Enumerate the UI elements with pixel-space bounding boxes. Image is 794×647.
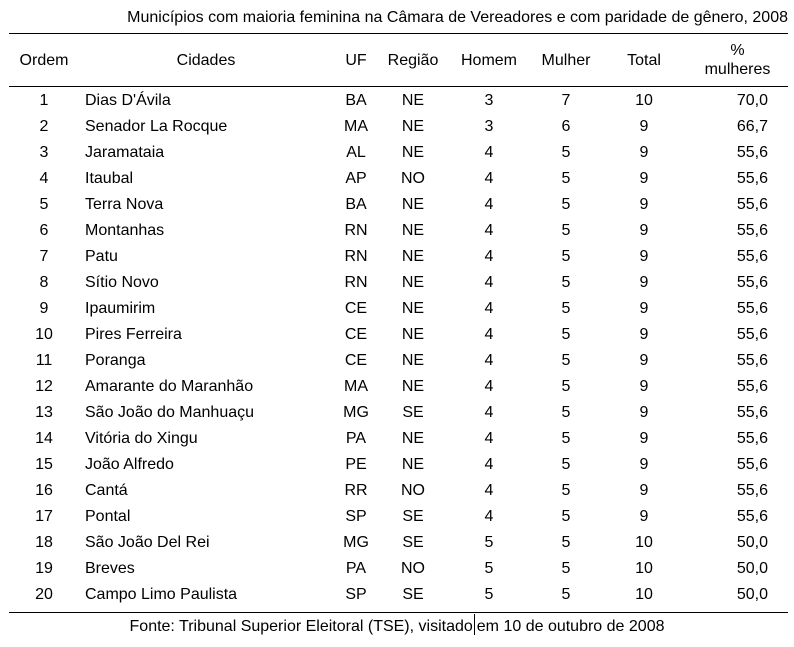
cell-uf: BA (345, 92, 367, 109)
cell-pct-mulheres: 55,6 (736, 404, 768, 421)
cell-uf: RN (344, 248, 368, 265)
cell-mulher: 7 (561, 92, 571, 109)
table-row (9, 374, 794, 400)
cell-cidade: João Alfredo (85, 456, 174, 473)
cell-total: 10 (635, 534, 653, 551)
cell-mulher: 5 (561, 534, 571, 551)
cell-total: 9 (639, 170, 649, 187)
cell-regiao: NE (401, 222, 425, 239)
cell-cidade: Itaubal (85, 170, 134, 187)
cell-pct-mulheres: 55,6 (736, 196, 768, 213)
cell-total: 9 (639, 352, 649, 369)
cell-mulher: 5 (561, 378, 571, 395)
header-uf: UF (345, 51, 367, 69)
cell-homem: 4 (484, 222, 494, 239)
cell-pct-mulheres: 55,6 (736, 300, 768, 317)
cell-mulher: 5 (561, 222, 571, 239)
cell-cidade: Terra Nova (85, 196, 164, 213)
cell-uf: CE (344, 352, 368, 369)
table-row (9, 452, 794, 478)
cell-homem: 4 (484, 326, 494, 343)
cell-regiao: SE (402, 586, 424, 603)
cell-homem: 4 (484, 404, 494, 421)
header-pct-mulheres (687, 34, 794, 86)
cell-uf: MA (344, 378, 368, 395)
table-row (9, 114, 794, 140)
cell-ordem: 14 (35, 430, 53, 447)
cell-homem: 4 (484, 248, 494, 265)
cell-pct-mulheres: 55,6 (736, 378, 768, 395)
cell-total: 9 (639, 300, 649, 317)
cell-total: 9 (639, 274, 649, 291)
cell-ordem: 11 (35, 352, 53, 369)
header-pct-label: mulheres (704, 61, 771, 78)
cell-uf: SP (345, 508, 367, 525)
cell-pct-mulheres: 70,0 (736, 92, 768, 109)
cell-pct-mulheres: 55,6 (736, 456, 768, 473)
municipalities-table (9, 34, 794, 608)
cell-total: 10 (635, 92, 653, 109)
cell-cidade: Campo Limo Paulista (85, 586, 238, 603)
cell-total: 9 (639, 118, 649, 135)
cell-mulher: 5 (561, 170, 571, 187)
cell-regiao: NE (401, 274, 425, 291)
table-row (9, 426, 794, 452)
cell-cidade: Pires Ferreira (85, 326, 182, 343)
cell-homem: 4 (484, 300, 494, 317)
table-row (9, 192, 794, 218)
header-mulher: Mulher (541, 51, 591, 69)
cell-homem: 4 (484, 378, 494, 395)
header-row (9, 34, 794, 86)
cell-pct-mulheres: 55,6 (736, 248, 768, 265)
cell-homem: 4 (484, 456, 494, 473)
cell-mulher: 5 (561, 196, 571, 213)
cell-pct-mulheres: 55,6 (736, 482, 768, 499)
cell-regiao: NO (401, 482, 425, 499)
cell-uf: CE (344, 326, 368, 343)
cell-cidade: Pontal (85, 508, 131, 525)
cell-uf: RN (344, 274, 368, 291)
cell-ordem: 1 (39, 92, 49, 109)
cell-cidade: Sítio Novo (85, 274, 159, 291)
cell-ordem: 5 (39, 196, 49, 213)
cell-uf: CE (344, 300, 368, 317)
cell-regiao: SE (402, 534, 424, 551)
cell-mulher: 5 (561, 456, 571, 473)
cell-uf: SP (345, 586, 367, 603)
cell-regiao: NE (401, 248, 425, 265)
cell-pct-mulheres: 50,0 (736, 560, 768, 577)
cell-cidade: Poranga (85, 352, 146, 369)
cell-mulher: 6 (561, 118, 571, 135)
cell-ordem: 8 (39, 274, 49, 291)
cell-mulher: 5 (561, 326, 571, 343)
table-row (9, 322, 794, 348)
cell-pct-mulheres: 55,6 (736, 326, 768, 343)
cell-cidade: São João do Manhuaçu (85, 404, 255, 421)
cell-pct-mulheres: 55,6 (736, 430, 768, 447)
cell-mulher: 5 (561, 560, 571, 577)
cell-total: 10 (635, 586, 653, 603)
cell-mulher: 5 (561, 586, 571, 603)
header-regiao: Região (387, 51, 439, 69)
cell-homem: 4 (484, 274, 494, 291)
cell-total: 9 (639, 404, 649, 421)
cell-regiao: NE (401, 456, 425, 473)
cell-cidade: São João Del Rei (85, 534, 210, 551)
cell-cidade: Jaramataia (85, 144, 165, 161)
cell-mulher: 5 (561, 144, 571, 161)
cell-total: 9 (639, 196, 649, 213)
cell-pct-mulheres: 55,6 (736, 222, 768, 239)
bottom-rule (9, 612, 788, 613)
cell-total: 9 (639, 456, 649, 473)
cell-homem: 4 (484, 144, 494, 161)
table-row (9, 582, 794, 608)
table-row (9, 218, 794, 244)
cell-ordem: 7 (39, 248, 49, 265)
cell-total: 10 (635, 560, 653, 577)
cell-homem: 4 (484, 508, 494, 525)
cell-cidade: Cantá (85, 482, 128, 499)
cell-uf: RN (344, 222, 368, 239)
source-note (0, 614, 794, 638)
cell-regiao: NO (401, 560, 425, 577)
cell-mulher: 5 (561, 248, 571, 265)
table-body (9, 86, 794, 608)
cell-ordem: 2 (39, 118, 49, 135)
cell-total: 9 (639, 326, 649, 343)
cell-uf: MA (344, 118, 368, 135)
table-row (9, 166, 794, 192)
table-row (9, 504, 794, 530)
cell-pct-mulheres: 50,0 (736, 534, 768, 551)
cell-homem: 4 (484, 482, 494, 499)
cell-homem: 5 (484, 534, 494, 551)
cell-homem: 3 (484, 92, 494, 109)
cell-cidade: Patu (85, 248, 118, 265)
cell-uf: BA (345, 196, 367, 213)
cell-homem: 3 (484, 118, 494, 135)
cell-pct-mulheres: 55,6 (736, 508, 768, 525)
cell-cidade: Amarante do Maranhão (85, 378, 254, 395)
cell-ordem: 15 (35, 456, 53, 473)
text-cursor (474, 614, 475, 635)
header-pct-symbol: % (730, 42, 745, 59)
cell-mulher: 5 (561, 352, 571, 369)
cell-homem: 4 (484, 352, 494, 369)
table-title: Municípios com maioria feminina na Câmara de Vereadores e com paridade de gênero, 2008 (127, 9, 788, 26)
cell-ordem: 19 (35, 560, 53, 577)
cell-ordem: 12 (35, 378, 53, 395)
cell-total: 9 (639, 378, 649, 395)
cell-uf: PE (345, 456, 367, 473)
header-total: Total (627, 51, 661, 69)
cell-pct-mulheres: 55,6 (736, 170, 768, 187)
cell-total: 9 (639, 222, 649, 239)
cell-homem: 4 (484, 196, 494, 213)
cell-mulher: 5 (561, 508, 571, 525)
cell-uf: PA (345, 430, 367, 447)
cell-regiao: NE (401, 196, 425, 213)
table-row (9, 478, 794, 504)
cell-total: 9 (639, 248, 649, 265)
header-homem: Homem (460, 51, 517, 69)
cell-uf: AL (346, 144, 366, 161)
cell-regiao: NE (401, 326, 425, 343)
cell-ordem: 17 (35, 508, 53, 525)
table-row (9, 296, 794, 322)
cell-cidade: Breves (85, 560, 135, 577)
cell-ordem: 4 (39, 170, 49, 187)
table-row (9, 270, 794, 296)
cell-regiao: NE (401, 430, 425, 447)
cell-uf: AP (345, 170, 367, 187)
cell-uf: MG (343, 404, 369, 421)
cell-homem: 5 (484, 586, 494, 603)
cell-regiao: SE (402, 404, 424, 421)
cell-pct-mulheres: 55,6 (736, 144, 768, 161)
cell-cidade: Senador La Rocque (85, 118, 228, 135)
cell-total: 9 (639, 482, 649, 499)
cell-ordem: 10 (35, 326, 53, 343)
cell-ordem: 9 (39, 300, 49, 317)
cell-pct-mulheres: 55,6 (736, 274, 768, 291)
cell-pct-mulheres: 50,0 (736, 586, 768, 603)
cell-cidade: Montanhas (85, 222, 165, 239)
header-cidades: Cidades (176, 51, 236, 69)
cell-mulher: 5 (561, 300, 571, 317)
cell-homem: 4 (484, 170, 494, 187)
source-text-end: em 10 de outubro de 2008 (476, 618, 665, 635)
cell-regiao: NE (401, 352, 425, 369)
cell-regiao: NE (401, 118, 425, 135)
table-row (9, 348, 794, 374)
cell-total: 9 (639, 144, 649, 161)
table-row (9, 140, 794, 166)
cell-ordem: 13 (35, 404, 53, 421)
cell-ordem: 20 (35, 586, 53, 603)
table-row (9, 400, 794, 426)
source-text-start: Fonte: Tribunal Superior Eleitoral (TSE), visitado (129, 618, 473, 635)
cell-uf: MG (343, 534, 369, 551)
table-row (9, 86, 794, 114)
cell-mulher: 5 (561, 404, 571, 421)
cell-regiao: NE (401, 92, 425, 109)
cell-pct-mulheres: 66,7 (736, 118, 768, 135)
cell-regiao: NO (401, 170, 425, 187)
table-row (9, 556, 794, 582)
cell-ordem: 18 (35, 534, 53, 551)
cell-homem: 5 (484, 560, 494, 577)
cell-ordem: 6 (39, 222, 49, 239)
cell-regiao: NE (401, 144, 425, 161)
cell-cidade: Dias D'Ávila (85, 92, 171, 109)
cell-regiao: NE (401, 378, 425, 395)
table-header (9, 34, 794, 86)
cell-homem: 4 (484, 430, 494, 447)
cell-mulher: 5 (561, 274, 571, 291)
table-row (9, 530, 794, 556)
cell-uf: PA (345, 560, 367, 577)
header-ordem: Ordem (19, 51, 69, 69)
cell-ordem: 3 (39, 144, 49, 161)
cell-total: 9 (639, 508, 649, 525)
cell-cidade: Vitória do Xingu (85, 430, 198, 447)
cell-uf: RR (344, 482, 368, 499)
cell-cidade: Ipaumirim (85, 300, 156, 317)
table-row (9, 244, 794, 270)
cell-total: 9 (639, 430, 649, 447)
cell-regiao: NE (401, 300, 425, 317)
cell-ordem: 16 (35, 482, 53, 499)
cell-mulher: 5 (561, 430, 571, 447)
cell-pct-mulheres: 55,6 (736, 352, 768, 369)
cell-regiao: SE (402, 508, 424, 525)
cell-mulher: 5 (561, 482, 571, 499)
